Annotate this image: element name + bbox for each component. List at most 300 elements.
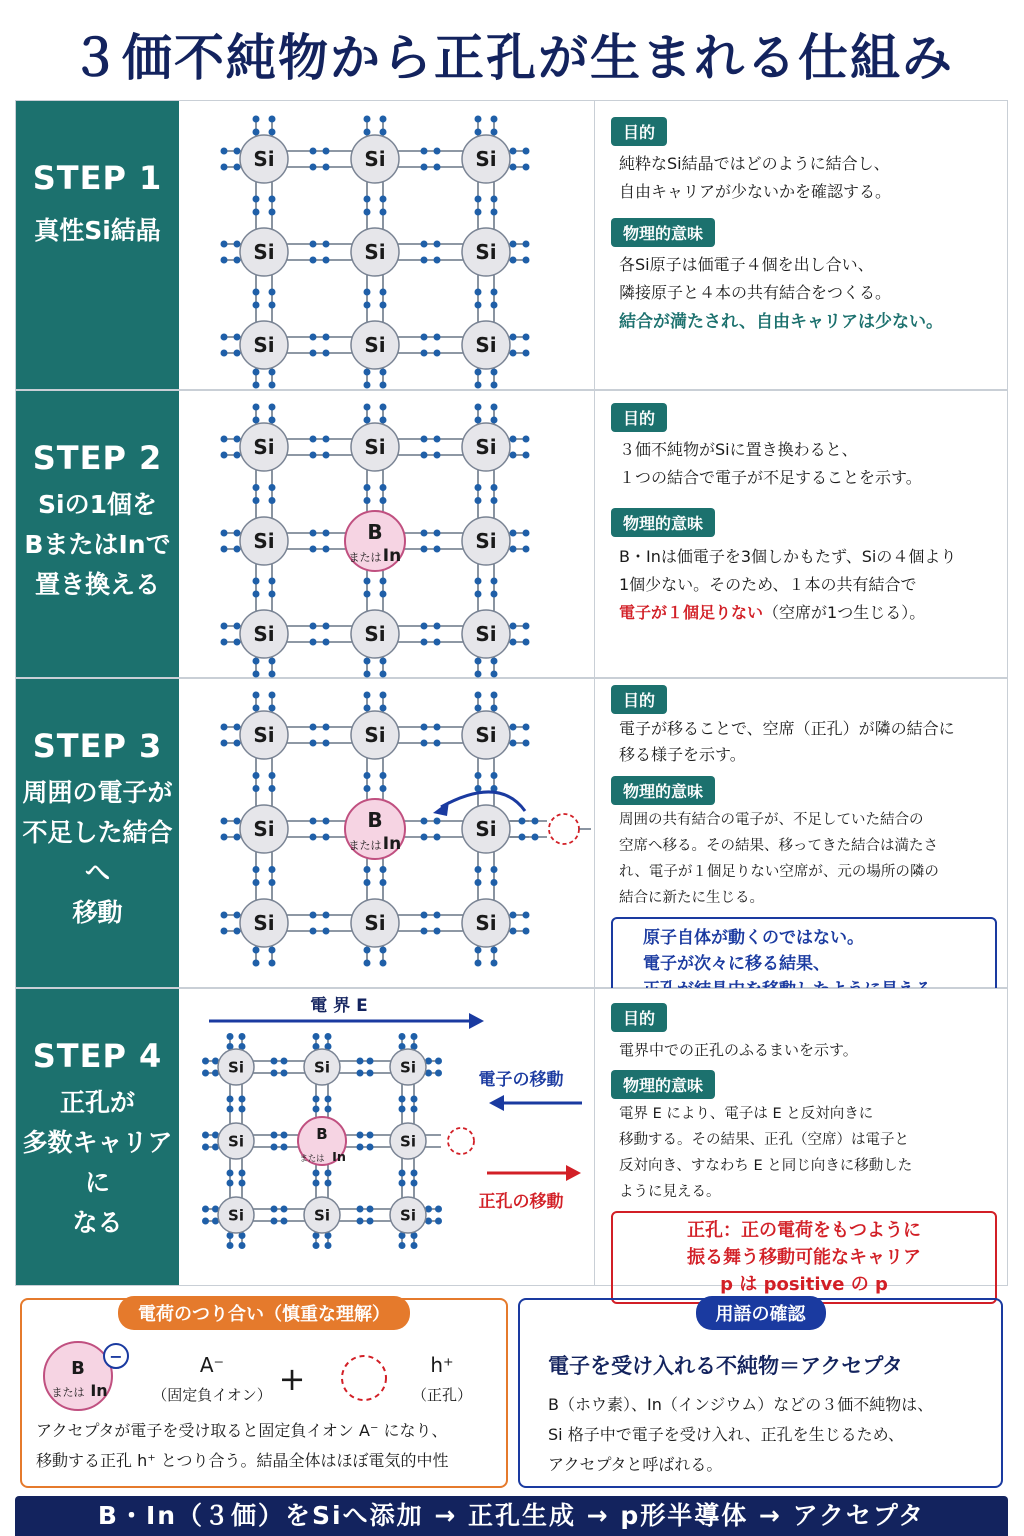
electron-dot (253, 209, 260, 216)
electron-dot (310, 724, 317, 731)
hole-label: （正孔） (411, 1386, 473, 1404)
purpose-line: 自由キャリアが少ないかを確認する。 (619, 182, 892, 201)
electron-dot (269, 129, 276, 136)
electron-dot (313, 1242, 320, 1249)
electron-dot (253, 866, 260, 873)
anion-symbol: A⁻ (199, 1353, 225, 1377)
electron-dot (234, 912, 241, 919)
electron-dot (364, 129, 371, 136)
electron-dot (399, 1242, 406, 1249)
electron-dot (380, 129, 387, 136)
electron-dot (523, 546, 530, 553)
electron-dot (364, 404, 371, 411)
electron-dot (380, 658, 387, 665)
electron-dot (380, 866, 387, 873)
electron-dot (523, 530, 530, 537)
electron-dot (221, 350, 228, 357)
electron-dot (380, 289, 387, 296)
electric-field-arrowhead (469, 1013, 484, 1029)
meaning-line: 移動する。その結果、正孔（空席）は電子と (619, 1132, 909, 1148)
si-label: Si (364, 333, 386, 357)
electron-dot (421, 818, 428, 825)
electron-dot (269, 417, 276, 424)
electron-dot (380, 692, 387, 699)
electron-dot (357, 1206, 364, 1213)
electron-dot (475, 866, 482, 873)
electron-dot (269, 484, 276, 491)
electron-dot (269, 947, 276, 954)
electron-dot (271, 1206, 278, 1213)
electron-dot (434, 148, 441, 155)
acceptor-in-label: In (90, 1381, 108, 1400)
electron-dot (364, 209, 371, 216)
electron-dot (364, 658, 371, 665)
step-2-diagram (179, 391, 594, 677)
electron-dot (475, 671, 482, 678)
electron-dot (271, 1132, 278, 1139)
note-line: 電子が次々に移る結果、 (643, 954, 830, 974)
electron-dot (434, 639, 441, 646)
electron-dot (380, 116, 387, 123)
electron-dot (510, 912, 517, 919)
electron-dot (234, 834, 241, 841)
electron-dot (221, 724, 228, 731)
electron-dot (532, 834, 539, 841)
electron-dot (411, 1096, 418, 1103)
step-1-label (16, 101, 179, 389)
electron-dot (202, 1070, 209, 1077)
electron-dot (253, 879, 260, 886)
electron-dot (271, 1144, 278, 1151)
electron-dot (253, 302, 260, 309)
electron-dot (421, 350, 428, 357)
electron-dot (510, 257, 517, 264)
electron-dot (325, 1096, 332, 1103)
electron-dot (253, 382, 260, 389)
electron-dot (421, 148, 428, 155)
electron-dot (234, 724, 241, 731)
electron-dot (475, 289, 482, 296)
anion-label: （固定負イオン） (152, 1386, 272, 1404)
meaning-line: 空席へ移る。その結果、移ってきた結合は満たさ (619, 838, 938, 854)
electron-dot (475, 369, 482, 376)
purpose-line: 純粋なSi結晶ではどのように結合し、 (619, 154, 890, 173)
electron-dot (491, 658, 498, 665)
electron-dot (227, 1033, 234, 1040)
step-4-panel (15, 988, 1008, 1295)
si-label: Si (228, 1132, 244, 1151)
electron-dot (421, 334, 428, 341)
electron-dot (399, 1170, 406, 1177)
electron-dot (421, 623, 428, 630)
electron-dot (475, 658, 482, 665)
desc-line: 多数キャリアに (22, 1128, 173, 1197)
si-label: Si (253, 723, 275, 747)
step-1-number: STEP 1 (32, 159, 163, 197)
electron-dot (510, 928, 517, 935)
electron-dot (510, 530, 517, 537)
electron-dot (221, 639, 228, 646)
electron-dot (269, 671, 276, 678)
electron-dot (310, 623, 317, 630)
electron-dot (310, 740, 317, 747)
electron-dot (523, 257, 530, 264)
electron-dot (435, 1206, 442, 1213)
electron-dot (310, 257, 317, 264)
electron-move-label: 電子の移動 (478, 1070, 564, 1090)
electron-dot (364, 484, 371, 491)
electron-dot (269, 369, 276, 376)
electron-dot (221, 928, 228, 935)
electron-dot (421, 928, 428, 935)
electron-dot (434, 334, 441, 341)
electron-dot (510, 740, 517, 747)
electron-dot (202, 1144, 209, 1151)
electron-dot (364, 671, 371, 678)
meaning-line: 結合に新たに生じる。 (619, 890, 764, 906)
electron-dot (253, 289, 260, 296)
electron-dot (234, 623, 241, 630)
electron-dot (221, 436, 228, 443)
purpose-tag: 目的 (611, 1003, 667, 1032)
step-2-desc (16, 485, 179, 605)
step-3-label (16, 679, 179, 987)
step-1-text (594, 101, 1007, 389)
electron-dot (510, 623, 517, 630)
electron-dot (510, 350, 517, 357)
electron-dot (364, 591, 371, 598)
electron-dot (310, 818, 317, 825)
electron-dot (281, 1144, 288, 1151)
electron-dot (234, 436, 241, 443)
electron-dot (253, 196, 260, 203)
si-label: Si (253, 529, 275, 553)
electron-dot (510, 639, 517, 646)
purpose-tag: 目的 (611, 117, 667, 146)
electron-dot (323, 724, 330, 731)
desc-line: 周囲の電子が (22, 778, 173, 807)
electron-dot (271, 1058, 278, 1065)
electron-dot (523, 452, 530, 459)
electron-dot (221, 818, 228, 825)
si-label: Si (253, 333, 275, 357)
step-4-diagram (179, 989, 594, 1285)
hole-icon (448, 1128, 474, 1154)
electric-field-label: 電 界 E (310, 996, 368, 1016)
si-label: Si (253, 147, 275, 171)
electron-dot (367, 1144, 374, 1151)
electron-dot (323, 436, 330, 443)
electron-move-arc-arrowhead (433, 801, 449, 816)
electron-dot (519, 834, 526, 841)
electron-dot (399, 1106, 406, 1113)
electron-dot (253, 947, 260, 954)
electron-dot (510, 546, 517, 553)
electron-dot (227, 1180, 234, 1187)
electron-dot (269, 497, 276, 504)
electron-dot (310, 148, 317, 155)
purpose-line: 移る様子を示す。 (619, 745, 746, 764)
electron-dot (253, 658, 260, 665)
step-4-text (594, 989, 1007, 1295)
electron-dot (269, 289, 276, 296)
electron-dot (364, 879, 371, 886)
meaning-line: 反対向き、すなわち E と同じ向きに移動した (619, 1158, 913, 1174)
electron-dot (253, 960, 260, 967)
electron-dot (227, 1170, 234, 1177)
definition-line: p は positive の p (720, 1274, 888, 1295)
electron-dot (221, 452, 228, 459)
electron-dot (491, 404, 498, 411)
electron-dot (234, 241, 241, 248)
electron-dot (411, 1170, 418, 1177)
electron-dot (234, 452, 241, 459)
si-label: Si (314, 1206, 330, 1225)
electron-dot (421, 530, 428, 537)
electron-dot (364, 692, 371, 699)
electron-dot (510, 164, 517, 171)
electron-dot (523, 164, 530, 171)
physical-meaning-tag: 物理的意味 (611, 508, 715, 537)
electron-dot (510, 241, 517, 248)
electron-dot (421, 241, 428, 248)
meaning-line: ように見える。 (619, 1184, 721, 1200)
electron-dot (253, 497, 260, 504)
electron-dot (380, 947, 387, 954)
electron-dot (239, 1106, 246, 1113)
electron-dot (523, 724, 530, 731)
electron-dot (357, 1070, 364, 1077)
electron-dot (510, 148, 517, 155)
terms-line: Si 格子中で電子を受け入れ、正孔を生じるため、 (548, 1425, 905, 1444)
electron-dot (364, 302, 371, 309)
electron-dot (364, 116, 371, 123)
acceptor-heading: 電子を受け入れる不純物＝アクセプタ (548, 1354, 903, 1378)
electron-dot (234, 334, 241, 341)
electron-dot (269, 209, 276, 216)
electron-dot (434, 452, 441, 459)
electric-field-lattice-diagram (179, 989, 594, 1287)
electron-dot (234, 148, 241, 155)
electron-dot (234, 546, 241, 553)
si-lattice-diagram (179, 101, 594, 391)
step-2-text (594, 391, 1007, 677)
electron-dot (364, 578, 371, 585)
electron-dot (475, 484, 482, 491)
electron-dot (491, 671, 498, 678)
electron-dot (523, 334, 530, 341)
electron-dot (364, 785, 371, 792)
electron-dot (491, 484, 498, 491)
meaning-line (619, 599, 997, 627)
electron-dot (475, 785, 482, 792)
electron-dot (491, 289, 498, 296)
electron-dot (325, 1106, 332, 1113)
terms-line: B（ホウ素）、In（インジウム）などの３価不純物は、 (548, 1395, 934, 1414)
electron-dot (313, 1096, 320, 1103)
acceptor-b-label: B (71, 1358, 85, 1379)
si-label: Si (253, 817, 275, 841)
purpose-line: 電子が移ることで、空席（正孔）が隣の結合に (619, 719, 955, 738)
electron-dot (475, 772, 482, 779)
electron-dot (269, 692, 276, 699)
electron-dot (239, 1033, 246, 1040)
electron-dot (367, 1218, 374, 1225)
electron-dot (421, 436, 428, 443)
purpose-line: ３価不純物がSiに置き換わると、 (619, 440, 858, 459)
electron-dot (491, 382, 498, 389)
electron-dot (357, 1058, 364, 1065)
electron-dot (234, 350, 241, 357)
electron-dot (310, 639, 317, 646)
electron-dot (269, 866, 276, 873)
meaning-line: 周囲の共有結合の電子が、不足していた結合の (619, 812, 924, 828)
si-label: Si (364, 622, 386, 646)
electron-dot (323, 623, 330, 630)
electron-dot (221, 623, 228, 630)
electron-dot (421, 912, 428, 919)
electron-dot (367, 1206, 374, 1213)
electron-dot (491, 417, 498, 424)
electron-dot (234, 818, 241, 825)
si-label: Si (364, 147, 386, 171)
electron-dot (491, 866, 498, 873)
electron-dot (239, 1242, 246, 1249)
electron-dot (310, 452, 317, 459)
electron-dot (271, 1218, 278, 1225)
electron-dot (253, 417, 260, 424)
electron-dot (523, 740, 530, 747)
step-1-panel (15, 100, 1008, 390)
electron-dot (269, 116, 276, 123)
electron-dot (234, 530, 241, 537)
electron-dot (434, 623, 441, 630)
si-label: Si (475, 147, 497, 171)
electron-dot (367, 1132, 374, 1139)
electron-dot (475, 116, 482, 123)
electron-dot (323, 818, 330, 825)
electron-dot (325, 1242, 332, 1249)
electron-dot (323, 834, 330, 841)
purpose-line: 電界中での正孔のふるまいを示す。 (619, 1041, 858, 1059)
electron-dot (227, 1106, 234, 1113)
electron-dot (364, 960, 371, 967)
electron-dot (313, 1033, 320, 1040)
si-label: Si (253, 240, 275, 264)
electron-dot (421, 546, 428, 553)
boron-lattice-diagram (179, 391, 594, 679)
electron-dot (380, 785, 387, 792)
electron-dot (435, 1218, 442, 1225)
electron-dot (475, 879, 482, 886)
charge-balance-title: 電荷のつり合い（慎重な理解） (118, 1296, 410, 1330)
definition-line: 正孔：正の電荷をもつように (687, 1220, 921, 1241)
purpose-tag: 目的 (611, 685, 667, 714)
electron-dot (234, 639, 241, 646)
electron-dot (269, 196, 276, 203)
purpose-tag: 目的 (611, 403, 667, 432)
boron-label: B (367, 520, 383, 544)
electron-dot (421, 724, 428, 731)
electron-dot (281, 1070, 288, 1077)
electron-dot (434, 164, 441, 171)
step-4-number: STEP 4 (32, 1037, 163, 1075)
desc-line: 不足した結合へ (22, 818, 173, 887)
electron-dot (269, 382, 276, 389)
electron-dot (323, 241, 330, 248)
meaning-line: 隣接原子と４本の共有結合をつくる。 (619, 283, 892, 302)
electron-dot (523, 350, 530, 357)
electron-dot (421, 639, 428, 646)
electron-dot (227, 1242, 234, 1249)
electron-dot (434, 928, 441, 935)
step-3-panel (15, 678, 1008, 988)
page-title: ３価不純物から正孔が生まれる仕組み (70, 29, 954, 87)
si-label: Si (475, 723, 497, 747)
purpose-line: １つの結合で電子が不足することを示す。 (619, 468, 922, 487)
electron-dot (202, 1132, 209, 1139)
electron-dot (253, 404, 260, 411)
electron-dot (380, 196, 387, 203)
electron-dot (234, 257, 241, 264)
definition-line: 振る舞う移動可能なキャリア (687, 1247, 921, 1268)
si-label: Si (364, 435, 386, 459)
or-label: または (348, 551, 382, 564)
electron-dot (364, 947, 371, 954)
electron-dot (475, 692, 482, 699)
electron-dot (253, 692, 260, 699)
meaning-line: 各Si原子は価電子４個を出し合い、 (619, 255, 874, 274)
electron-dot (323, 452, 330, 459)
electron-dot (269, 772, 276, 779)
electron-dot (269, 578, 276, 585)
electron-dot (434, 818, 441, 825)
electron-dot (253, 369, 260, 376)
step-1-diagram (179, 101, 594, 389)
electron-dot (523, 436, 530, 443)
electron-dot (364, 705, 371, 712)
step-2-number: STEP 2 (32, 439, 163, 477)
terms-line: アクセプタと呼ばれる。 (548, 1455, 723, 1474)
electron-dot (491, 692, 498, 699)
hole-icon (342, 1356, 386, 1400)
electron-dot (523, 148, 530, 155)
electron-dot (323, 530, 330, 537)
electron-dot (523, 639, 530, 646)
electron-dot (269, 591, 276, 598)
electron-dot (323, 546, 330, 553)
si-label: Si (253, 622, 275, 646)
electron-dot (269, 785, 276, 792)
acceptor-or-label: または (51, 1386, 85, 1399)
electron-dot (399, 1180, 406, 1187)
electron-dot (421, 834, 428, 841)
physical-meaning-tag: 物理的意味 (611, 218, 715, 247)
desc-line: 正孔が (59, 1088, 135, 1117)
electron-dot (310, 241, 317, 248)
electron-dot (310, 834, 317, 841)
boron-label: B (316, 1125, 328, 1143)
electron-dot (380, 209, 387, 216)
electron-dot (323, 639, 330, 646)
electron-dot (491, 578, 498, 585)
electron-move-lattice-diagram (179, 679, 594, 989)
electron-dot (357, 1132, 364, 1139)
electron-dot (510, 452, 517, 459)
si-label: Si (364, 911, 386, 935)
electron-dot (313, 1106, 320, 1113)
electron-dot (323, 740, 330, 747)
